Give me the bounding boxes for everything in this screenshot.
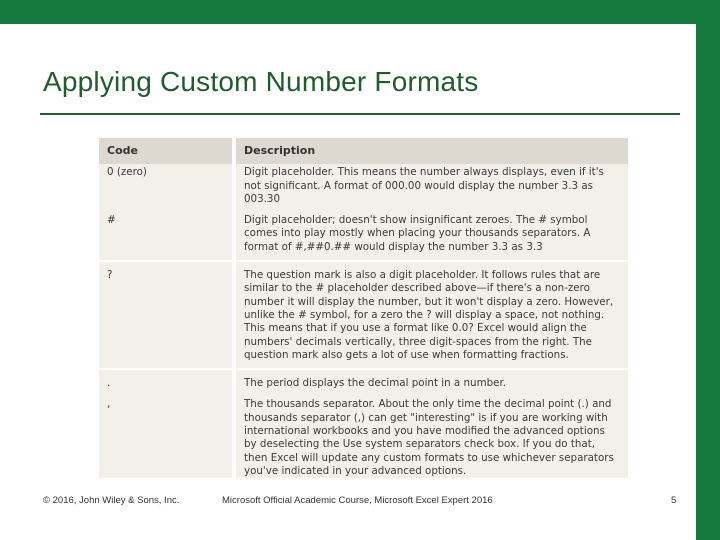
top-accent-bar [0,0,720,24]
row-code: , [99,396,234,478]
row-description: Digit placeholder; doesn't show insignificant zeroes. The # symbol comes into play mostly when placing your thousands separators. A format of #,##0.## would display the number 3.3 as 3.3 [244,214,591,253]
table-row [99,369,628,396]
row-code: # [99,212,234,261]
row-code: ? [99,261,234,369]
header-description: Description [234,138,628,164]
table-row [99,396,628,478]
title-underline [40,113,680,115]
table-header-row [99,138,628,164]
row-code: 0 (zero) [99,164,234,212]
row-description: The question mark is also a digit placeholder. It follows rules that are similar to the # placeholder described above—if there's a non-zero number it will display the number, but it won't display a zero. However, unlike the # symbol, for a zero the ? will display a space, not nothing. This means that if you use a format like 0.0? Excel would align the numbers' decimals vertically, three digit-spaces from the right. The question mark also gets a lot of use when formatting fractions. [234,261,628,369]
row-code: . [99,369,234,396]
table-row [99,261,628,369]
slide-title: Applying Custom Number Formats [43,66,479,97]
slide-number: 5 [671,495,677,506]
right-accent-bar [696,0,720,540]
footer-course: Microsoft Official Academic Course, Microsoft Excel Expert 2016 [222,495,493,506]
header-code: Code [99,138,234,164]
table-row [99,212,628,261]
footer-copyright: © 2016, John Wiley & Sons, Inc. [43,495,180,506]
format-codes-table [99,138,628,478]
table-row [99,164,628,212]
format-codes-table-image [99,138,628,478]
row-description: Digit placeholder. This means the number always displays, even if it's not significant. A format of 000.00 would display the number 3.3 as 003.30 [244,166,604,205]
row-description: The thousands separator. About the only time the decimal point (.) and thousands separator (,) can get "interesting" is if you are working with international workbooks and you have modified the advanced options by deselecting the Use system separators check box. If you do that, then Excel will update any custom formats to use whichever separators you've indicated in your advanced options. [244,398,614,477]
row-description: The period displays the decimal point in a number. [234,369,628,396]
